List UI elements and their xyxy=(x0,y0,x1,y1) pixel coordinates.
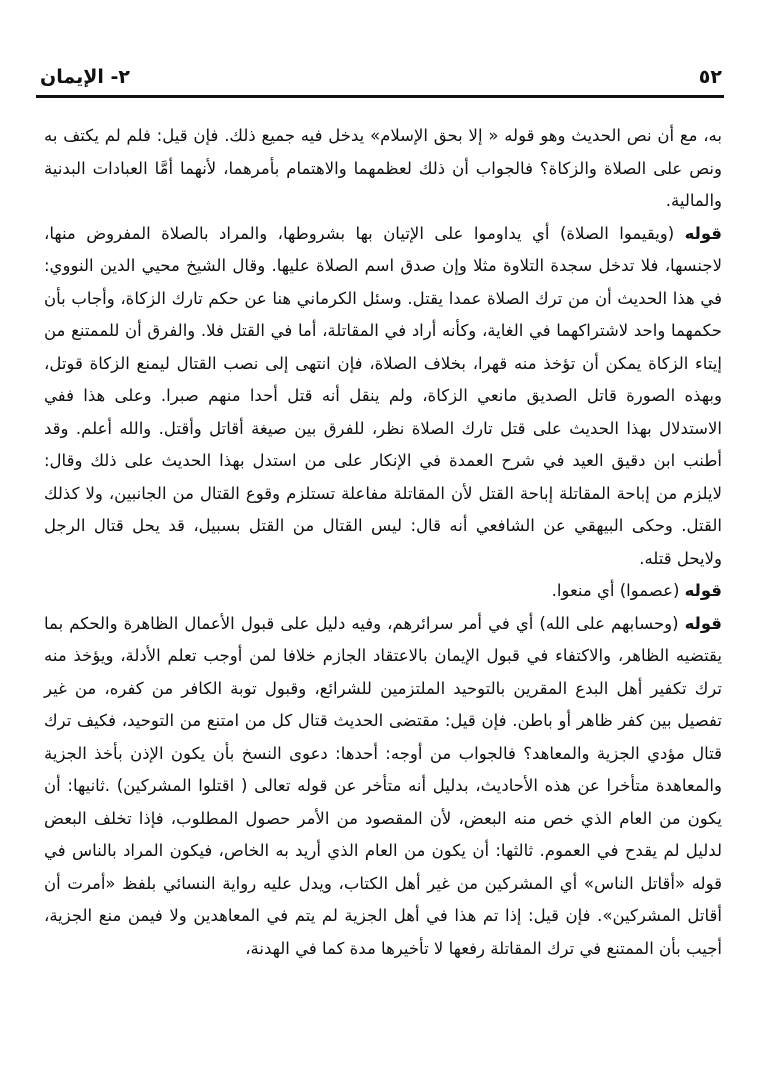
paragraph-lead: قوله xyxy=(684,223,722,243)
page-header xyxy=(40,62,722,92)
paragraph-text: (ويقيموا الصلاة) أي يداوموا على الإتيان بها بشروطها، والمراد بالصلاة المفروض منها، لاجنسها، فلا تدخل سجدة التلاوة مثلا وإن صدق اسم الصلاة عليها. وقال الشيخ محيي الدين النووي: في هذا الحديث أن من ترك الصلاة عمدا يقتل. وسئل الكرماني هنا عن حكم تارك الزكاة، وأجاب بأن حكمهما واحد لاشتراكهما في الغاية، وكأنه أراد في المقاتلة، أما في القتل فلا. والفرق أن للممتنع من إيتاء الزكاة يمكن أن تؤخذ منه قهرا، بخلاف الصلاة، فإن انتهى إلى نصب القتال ليمنع الزكاة قوتل، وبهذه الصورة قاتل الصديق مانعي الزكاة، ولم ينقل أنه قتل أحدا منهم صبرا. وعلى هذا ففي الاستدلال بهذا الحديث على قتل تارك الصلاة نظر، للفرق بين صيغة أقاتل وأقتل. والله أعلم. وقد أطنب ابن دقيق العيد في شرح العمدة في الإنكار على من استدل بهذا الحديث على ذلك وقال: لايلزم من إباحة المقاتلة إباحة القتل لأن المقاتلة مفاعلة تستلزم وقوع القتال من الجانبين، ولا كذلك القتل. وحكى البيهقي عن الشافعي أنه قال: ليس القتال من القتل بسبيل، قد يحل قتال الرجل ولايحل قتله. xyxy=(44,223,722,568)
paragraph-lead: قوله xyxy=(684,581,722,600)
header-rule xyxy=(36,95,724,98)
paragraph-text: به، مع أن نص الحديث وهو قوله « إلا بحق الإسلام» يدخل فيه جميع ذلك. فإن قيل: فلم لم يكتف به ونص على الصلاة والزكاة؟ فالجواب أن ذلك لعظمهما والاهتمام بأمرهما، لأنهما أمَّا العبادات البدنية والمالية. xyxy=(44,126,722,210)
paragraph-4 xyxy=(44,608,722,966)
body-text xyxy=(44,120,722,965)
paragraph-2 xyxy=(44,218,722,576)
page-number: ٥٢ xyxy=(698,66,722,88)
paragraph-text: (وحسابهم على الله) أي في أمر سرائرهم، وفيه دليل على قبول الأعمال الظاهرة والحكم بما يقتضيه الظاهر، والاكتفاء في قبول الإيمان بالاعتقاد الجازم خلافا لمن أوجب تعلم الأدلة، ويؤخذ منه ترك تكفير أهل البدع المقرين بالتوحيد الملتزمين للشرائع، وقبول توبة الكافر من كفره، من غير تفصيل بين كفر ظاهر أو باطن. فإن قيل: مقتضى الحديث قتال كل من امتنع من التوحيد، فكيف ترك قتال مؤدي الجزية والمعاهد؟ فالجواب من أوجه: أحدها: دعوى النسخ بأن يكون الإذن بأخذ الجزية والمعاهدة متأخرا عن هذه الأحاديث، بدليل أنه متأخر عن قوله تعالى ( اقتلوا المشركين) .ثانيها: أن يكون من العام الذي خص منه البعض، لأن المقصود من الأمر حصول المطلوب، فإذا تخلف البعض لدليل لم يقدح في العموم. ثالثها: أن يكون من العام الذي أريد به الخاص، فيكون المراد بالناس في قوله «أقاتل الناس» أي المشركين من غير أهل الكتاب، ويدل عليه رواية النسائي بلفظ «أمرت أن أقاتل المشركين». فإن قيل: إذا تم هذا في أهل الجزية لم يتم في المعاهدين ولا فيمن منع الجزية، أجيب بأن الممتنع في ترك المقاتلة رفعها لا تأخيرها مدة كما في الهدنة، xyxy=(44,613,722,958)
paragraph-lead: قوله xyxy=(684,613,722,633)
paragraph-1 xyxy=(44,120,722,218)
chapter-title: ٢- الإيمان xyxy=(40,66,130,88)
paragraph-3 xyxy=(44,575,722,608)
paragraph-text: (عصموا) أي منعوا. xyxy=(551,581,685,600)
